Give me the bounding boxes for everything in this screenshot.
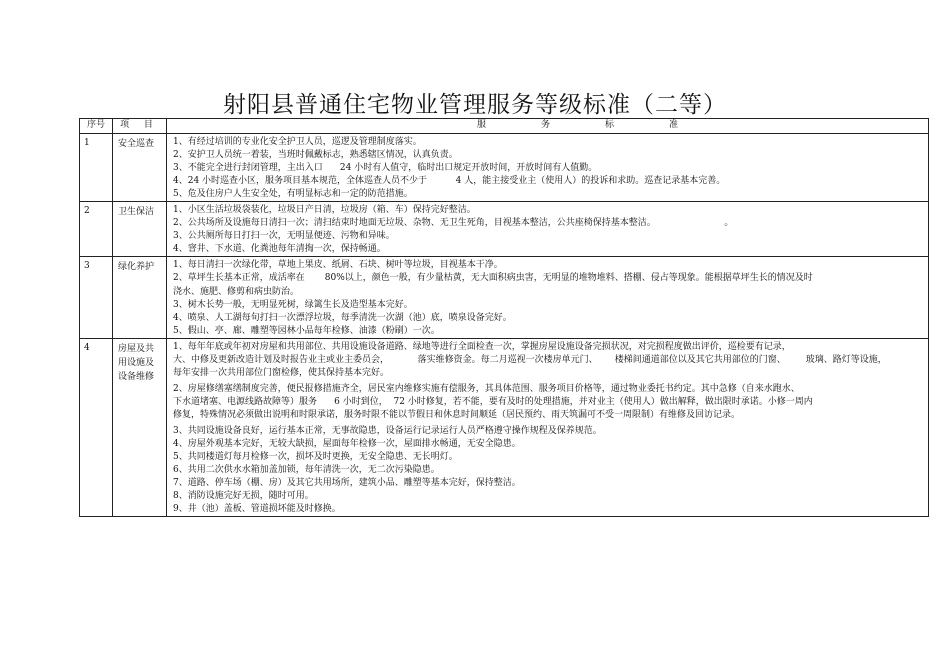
standard-line: 2、草坪生长基本正常，成活率在 80%以上，颜色一般，有少量枯黄，无大面积病虫害，无明显的堆物堆料、搭棚、侵占等现象。能根据草坪生长的情况及时 (173, 273, 813, 284)
row-item-line: 用设施及 (118, 358, 155, 369)
table-row-greening (80, 257, 929, 338)
header-item: 项 目 (113, 119, 167, 134)
header-standard-char: 准 (668, 120, 678, 131)
standard-line: 1、每日清扫一次绿化带，草地上果皮、纸屑、石块、树叶等垃圾，目视基本干净。 (173, 260, 503, 271)
table-header-row (80, 119, 929, 134)
standard-line: 7、道路、停车场（棚、房）及其它共用场所，建筑小品、雕塑等基本完好，保持整洁。 (173, 478, 521, 489)
header-service-standard (167, 119, 929, 134)
header-serial-number: 序号 (80, 119, 113, 134)
standard-line: 浇水、施肥、修剪和病虫防治。 (173, 286, 300, 297)
standard-line: 4、喷泉、人工湖每旬打扫一次漂浮垃圾，每季清洗一次湖（池）底，喷泉设备完好。 (173, 312, 512, 323)
standard-line: 2、房屋修缮塞缮制度完善，便民报修措施齐全，居民室内维修实施有偿服务，其具体范围、服务项目价格等，通过物业委托书约定。其中急修（自来水跑水、 (173, 383, 800, 394)
standard-line: 4、窨井、下水道、化粪池每年清掏一次，保持畅通。 (173, 244, 386, 255)
standard-line: 2、安护卫人员统一着装，当班时佩戴标志，熟悉辖区情况，认真负责。 (173, 150, 458, 161)
row-item-line: 设备维修 (118, 372, 155, 383)
header-standard-char: 标 (604, 120, 614, 131)
row-content (167, 202, 929, 257)
header-standard-char: 务 (540, 120, 550, 131)
table-row-cleaning (80, 202, 929, 257)
standard-line: 3、树木长势一般，无明显死树，绿篱生长及造型基本完好。 (173, 299, 413, 310)
row-item (113, 338, 167, 517)
standard-line: 3、公共厕所每日打扫一次，无明显便迹、污物和异味。 (173, 231, 395, 242)
row-number: 1 (80, 134, 113, 202)
row-number: 2 (80, 202, 113, 257)
standard-line: 3、不能完全进行封闭管理，主出入口 24 小时有人值守，临时出口规定开放时间，开放时间有人值勤。 (173, 163, 598, 174)
standard-line: 6、共用二次供水水箱加盖加锁，每年清洗一次，无二次污染隐患。 (173, 465, 440, 476)
row-item-line: 房屋及共 (118, 343, 155, 354)
row-content (167, 134, 929, 202)
standard-line: 4、房屋外观基本完好，无较大缺损，屋面每年检修一次，屋面排水畅通，无安全隐患。 (173, 439, 521, 450)
standard-line: 1、有经过培训的专业化安全护卫人员，巡逻及管理制度落实。 (173, 137, 422, 147)
standard-line: 3、共同设施设备良好，运行基本正常，无事故隐患，设备运行记录运行人员严格遵守操作规程及保养规范。 (173, 425, 602, 436)
standard-line: 1、每年年底或年初对房屋和共用部位、共用设施设备道路、绿地等进行全面检查一次，掌握房屋设施设备完损状况，对完损程度做出评价，巡检要有记录， (173, 341, 791, 352)
standard-line: 每年安排一次共用部位门窗检修，使其保持基本完好。 (173, 367, 390, 378)
standard-line: 8、消防设施完好无损，随时可用。 (173, 491, 314, 502)
standard-line: 5、危及住房户人生安全处，有明显标志和一定的防范措施。 (173, 189, 413, 200)
page-title: 射阳县普通住宅物业管理服务等级标准（二等） (223, 92, 727, 118)
row-number: 4 (80, 338, 113, 517)
standard-line: 大、中修及更新改造计划及时报告业主或业主委员会， 落实维修资金。每二月巡视一次楼房单元门、 楼梯间通道部位以及其它共用部位的门窗、 玻璃、路灯等设施， (173, 354, 887, 365)
row-content (167, 257, 929, 338)
row-item: 卫生保洁 (113, 202, 167, 257)
standard-line: 5、假山、亭、廊、雕塑等园林小品每年检修、油漆（粉刷）一次。 (173, 325, 440, 336)
row-item: 绿化养护 (113, 257, 167, 338)
standard-line: 2、公共场所及设施每日清扫一次；清扫结束时地面无垃圾、杂物、无卫生死角，目视基本整洁，公共座椅保持基本整洁。 。 (173, 218, 734, 229)
standard-line: 下水道堵塞、电源线路故障等）服务 6 小时到位， 72 小时修复，若不能，要有及时的处理措施，并对业主（使用人）做出解释，做出限时承诺。小修一周内 (173, 396, 813, 407)
table-row-security (80, 134, 929, 202)
standard-line: 4、24 小时巡查小区，服务项目基本规范，全体巡查人员不少于 4 人，能主接受业主（使用人）的投诉和求助。巡查记录基本完善。 (173, 176, 726, 187)
table-row-maintenance (80, 338, 929, 517)
row-content (167, 338, 929, 517)
standard-line: 修复，特殊情况必须做出说明和时限承诺，服务时限不能以节假日和休息时间顺延（居民预约、雨天筑漏可不受一周限制）有维修及回访记录。 (173, 409, 741, 420)
standard-line: 5、共同楼道灯每月检修一次，损坏及时更换，无安全隐患、无长明灯。 (173, 452, 458, 463)
standard-line: 9、井（池）盖板、管道损坏能及时修换。 (173, 504, 341, 515)
standards-table (79, 118, 929, 517)
header-standard-char: 服 (476, 120, 486, 131)
standard-line: 1、小区生活垃圾袋装化，垃圾日产日清，垃圾房（箱、车）保持完好整洁。 (173, 205, 476, 216)
row-number: 3 (80, 257, 113, 338)
row-item: 安全巡查 (113, 134, 167, 202)
